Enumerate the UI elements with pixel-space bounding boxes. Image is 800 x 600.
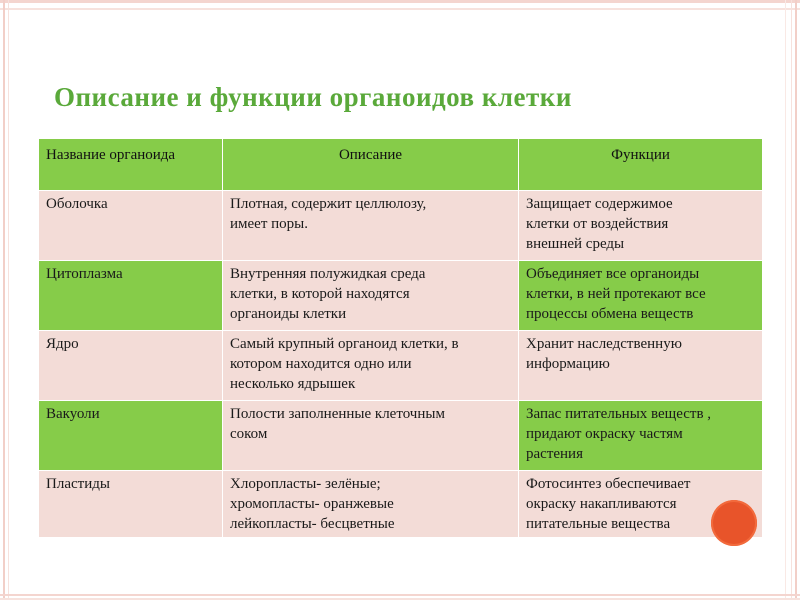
cell-name: Цитоплазма	[39, 261, 223, 331]
cell-description	[223, 191, 519, 261]
text-line: Самый крупный органоид клетки, в	[230, 336, 459, 352]
text-line: растения	[526, 446, 583, 462]
text-line: Защищает содержимое	[526, 196, 673, 212]
text-line: органоиды клетки	[230, 306, 347, 322]
cell-name: Вакуоли	[39, 401, 223, 471]
text-line: хромопласты- оранжевые	[230, 496, 394, 512]
text-line: несколько ядрышек	[230, 376, 356, 392]
table-row	[39, 331, 763, 401]
text-line: внешней среды	[526, 236, 625, 252]
text-line: клетки, в которой находятся	[230, 286, 410, 302]
cell-description	[223, 401, 519, 471]
text-line: клетки, в ней протекают все	[526, 286, 706, 302]
decor-stripe-right-3	[785, 0, 786, 600]
text-line: Объединяет все органоиды	[526, 266, 700, 282]
decor-stripe-left-2	[8, 0, 9, 600]
text-line: котором находится одно или	[230, 356, 412, 372]
header-description: Описание	[223, 139, 519, 191]
decor-stripe-left	[3, 0, 5, 600]
cell-functions	[519, 331, 763, 401]
text-line: Внутренняя полужидкая среда	[230, 266, 426, 282]
text-line: информацию	[526, 356, 610, 372]
decor-stripe-right-2	[791, 0, 792, 600]
text-line: процессы обмена веществ	[526, 306, 694, 322]
text-line: Хранит наследственную	[526, 336, 682, 352]
text-line: Хлоропласты- зелёные;	[230, 476, 381, 492]
organoids-table	[38, 138, 763, 538]
text-line: Фотосинтез обеспечивает	[526, 476, 691, 492]
table-row	[39, 401, 763, 471]
cell-functions	[519, 401, 763, 471]
cell-name: Оболочка	[39, 191, 223, 261]
cell-functions	[519, 261, 763, 331]
header-functions: Функции	[519, 139, 763, 191]
table-row	[39, 191, 763, 261]
table-row	[39, 471, 763, 538]
text-line: придают окраску частям	[526, 426, 683, 442]
orange-circle-decoration	[711, 500, 757, 546]
decor-stripe-top	[0, 0, 800, 3]
text-line: Запас питательных веществ ,	[526, 406, 712, 422]
table-row	[39, 261, 763, 331]
cell-description	[223, 471, 519, 538]
table-header-row	[39, 139, 763, 191]
text-line: соком	[230, 426, 268, 442]
text-line: питательные вещества	[526, 516, 671, 532]
text-line: клетки от воздействия	[526, 216, 669, 232]
cell-description	[223, 261, 519, 331]
decor-stripe-bottom	[0, 594, 800, 596]
cell-name: Ядро	[39, 331, 223, 401]
cell-functions	[519, 191, 763, 261]
text-line: лейкопласты- бесцветные	[230, 516, 395, 532]
cell-name: Пластиды	[39, 471, 223, 538]
text-line: имеет поры.	[230, 216, 308, 232]
text-line: Полости заполненные клеточным	[230, 406, 445, 422]
header-name: Название органоида	[39, 139, 223, 191]
slide-title: Описание и функции органоидов клетки	[54, 82, 572, 112]
decor-stripe-right	[795, 0, 797, 600]
text-line: Плотная, содержит целлюлозу,	[230, 196, 427, 212]
text-line: окраску накапливаются	[526, 496, 677, 512]
cell-description	[223, 331, 519, 401]
decor-stripe-top-2	[0, 8, 800, 10]
